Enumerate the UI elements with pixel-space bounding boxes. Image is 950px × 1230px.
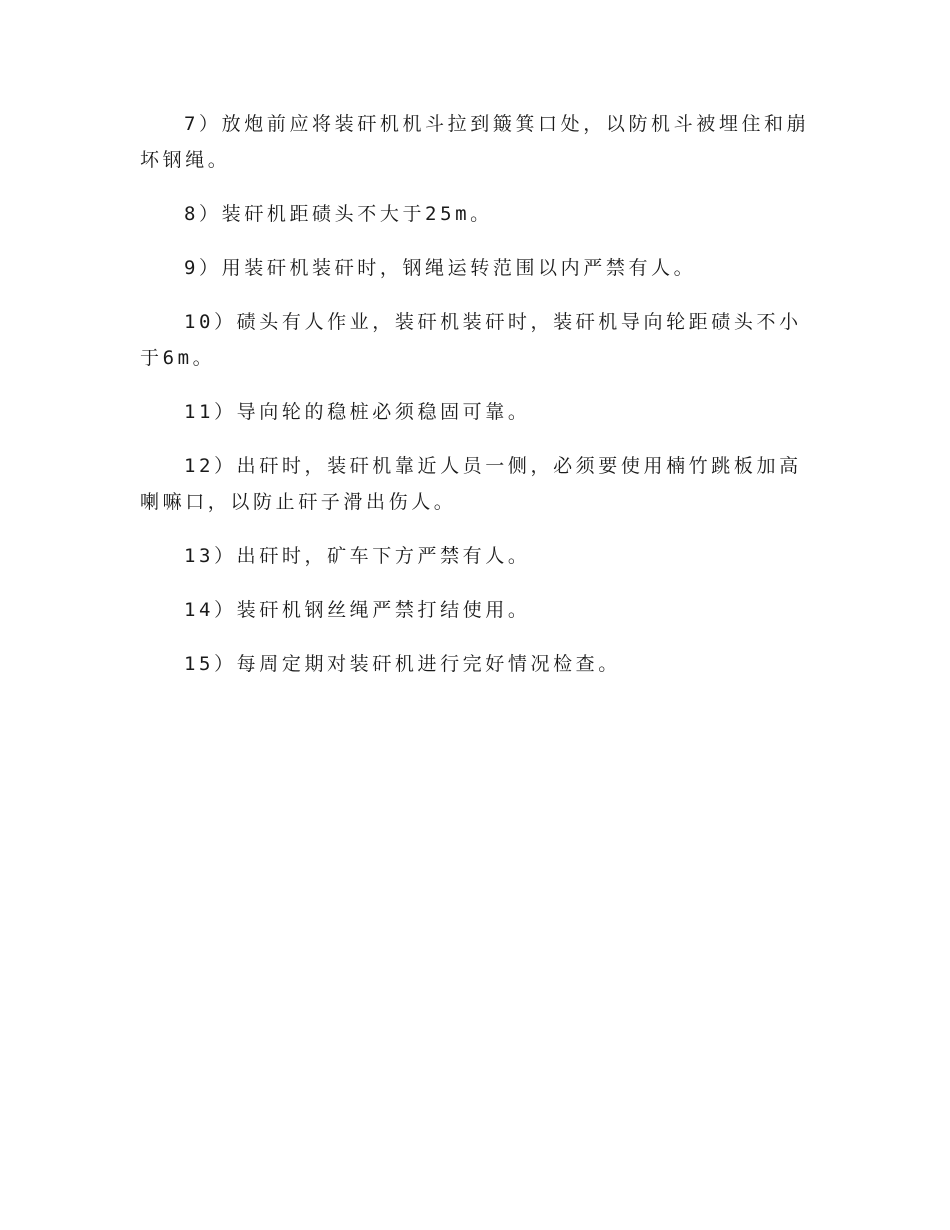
paragraph-item-7: 7）放炮前应将装矸机机斗拉到簸箕口处，以防机斗被埋住和崩坏钢绳。	[140, 113, 810, 171]
paragraph-item-11: 11）导向轮的稳桩必须稳固可靠。	[184, 401, 531, 423]
paragraph-item-8: 8）装矸机距碛头不大于25m。	[184, 203, 493, 225]
paragraph-item-13: 13）出矸时，矿车下方严禁有人。	[184, 545, 531, 567]
document-body	[140, 106, 812, 700]
paragraph-item-12: 12）出矸时，装矸机靠近人员一侧，必须要使用楠竹跳板加高喇嘛口，以防止矸子滑出伤人。	[140, 455, 802, 513]
paragraph-item-14: 14）装矸机钢丝绳严禁打结使用。	[184, 599, 531, 621]
paragraph-item-15: 15）每周定期对装矸机进行完好情况检查。	[184, 653, 621, 675]
paragraph-item-9: 9）用装矸机装矸时，钢绳运转范围以内严禁有人。	[184, 257, 697, 279]
paragraph-item-10: 10）碛头有人作业，装矸机装矸时，装矸机导向轮距碛头不小于6m。	[140, 311, 802, 369]
